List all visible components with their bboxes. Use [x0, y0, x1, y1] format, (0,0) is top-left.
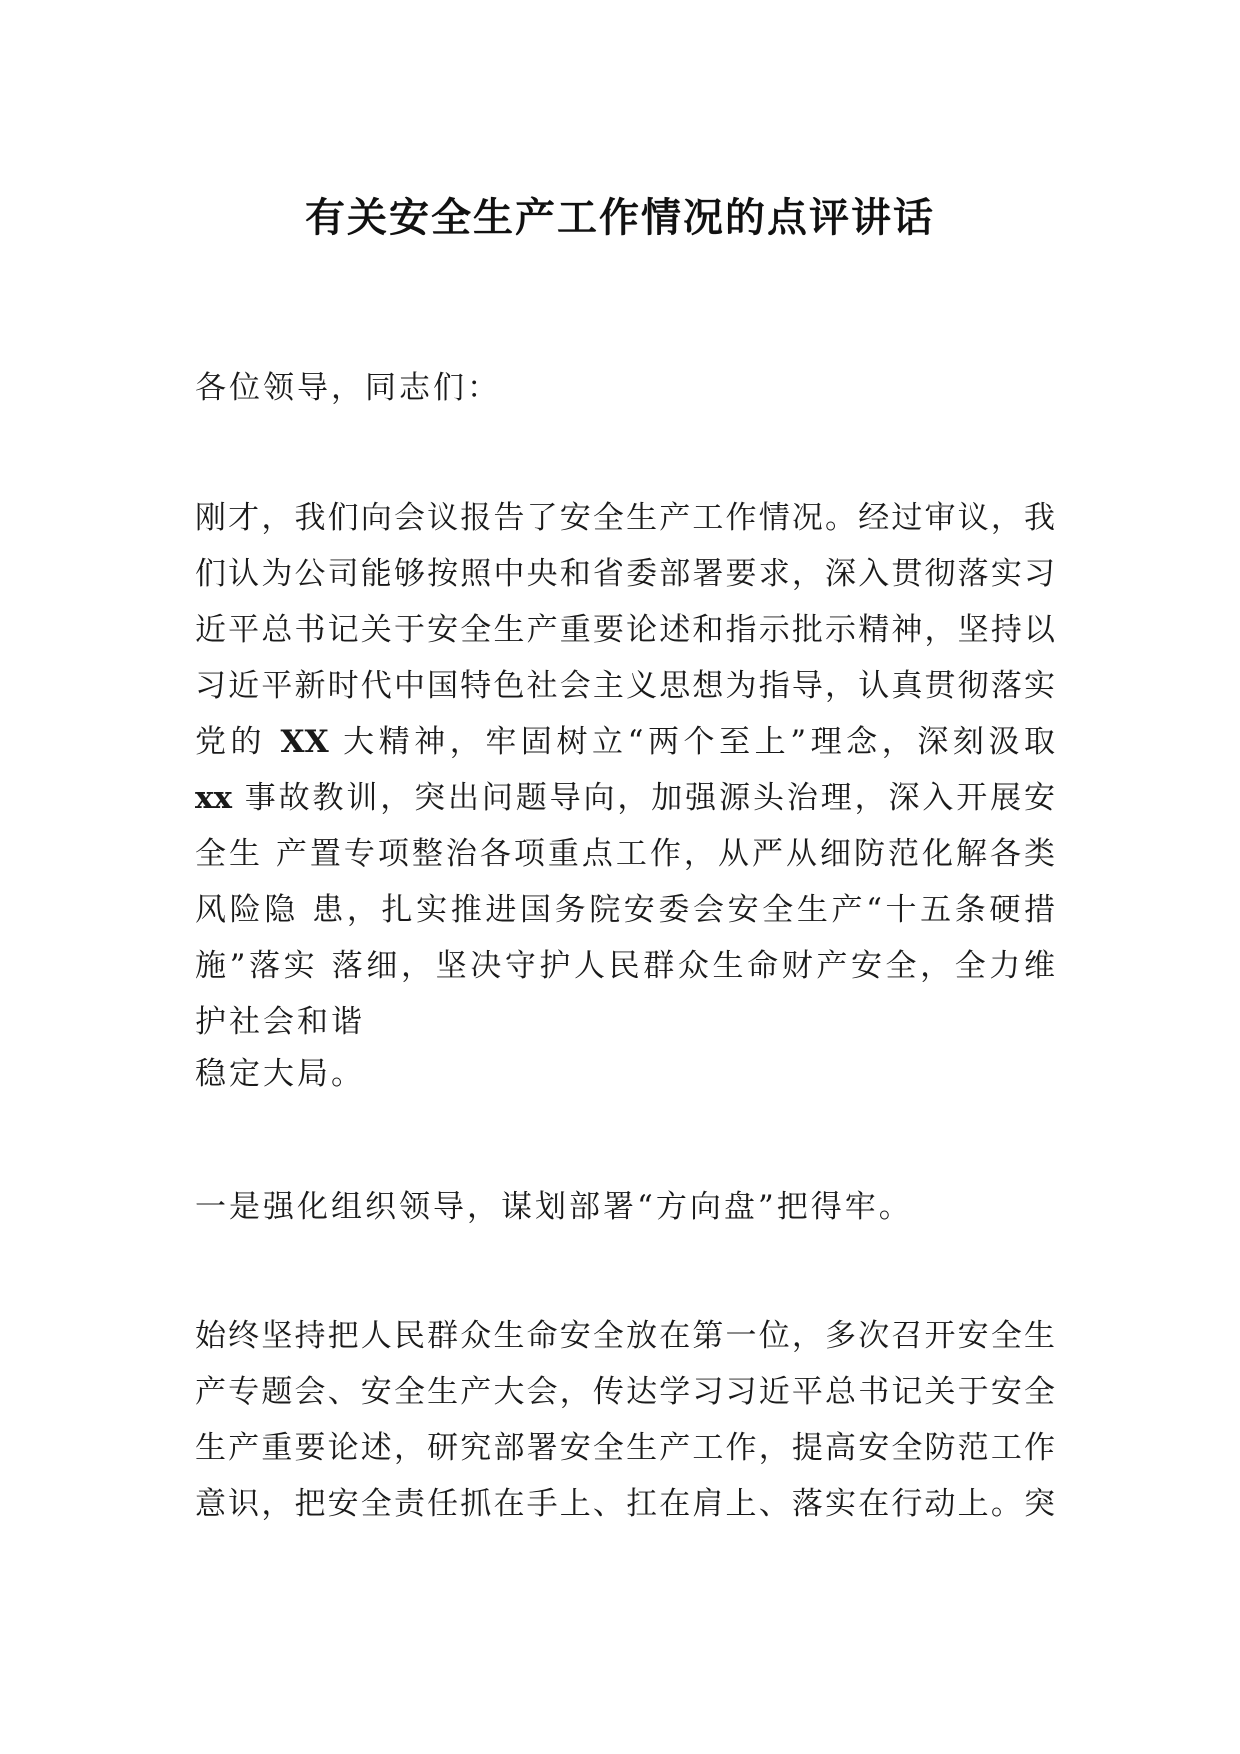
paragraph-line: 近平总书记关于安全生产重要论述和指示批示精神，坚持以	[195, 612, 1055, 648]
accident-placeholder: xx	[195, 780, 232, 816]
paragraph-line: 护社会和谐	[195, 1004, 365, 1040]
paragraph-line: 们认为公司能够按照中央和省委部署要求，深入贯彻落实习	[195, 556, 1055, 592]
paragraph-line	[195, 770, 1055, 826]
paragraph-line: 施”落实 落细，坚决守护人民群众生命财产安全，全力维	[195, 948, 1055, 984]
document-title: 有关安全生产工作情况的点评讲话	[305, 195, 935, 241]
section-heading: 一是强化组织领导，谋划部署“方向盘”把得牢。	[195, 1189, 913, 1225]
paragraph-intro	[195, 490, 1055, 1098]
paragraph-line: 生产重要论述，研究部署安全生产工作，提高安全防范工作	[195, 1430, 1055, 1466]
line-segment: 事故教训，突出问题导向，加强源头治理，深入开展安	[244, 780, 1056, 816]
paragraph-line	[195, 714, 1055, 770]
congress-number-placeholder: XX	[280, 724, 329, 760]
paragraph-line: 始终坚持把人民群众生命安全放在第一位，多次召开安全生	[195, 1318, 1055, 1354]
paragraph-section-one	[195, 1308, 1055, 1532]
paragraph-line: 刚才，我们向会议报告了安全生产工作情况。经过审议，我	[195, 500, 1055, 536]
paragraph-line: 习近平新时代中国特色社会主义思想为指导，认真贯彻落实	[195, 668, 1055, 704]
greeting: 各位领导，同志们：	[195, 370, 501, 406]
line-segment: 党的	[195, 724, 267, 760]
paragraph-line: 全生 产置专项整治各项重点工作，从严从细防范化解各类	[195, 836, 1055, 872]
paragraph-line: 产专题会、安全生产大会，传达学习习近平总书记关于安全	[195, 1374, 1055, 1410]
paragraph-line: 意识，把安全责任抓在手上、扛在肩上、落实在行动上。突	[195, 1486, 1055, 1522]
paragraph-line: 风险隐 患，扎实推进国务院安委会安全生产“十五条硬措	[195, 892, 1055, 928]
line-segment: 大精神，牢固树立“两个至上”理念，深刻汲取	[343, 724, 1055, 760]
paragraph-line: 稳定大局。	[195, 1056, 365, 1092]
